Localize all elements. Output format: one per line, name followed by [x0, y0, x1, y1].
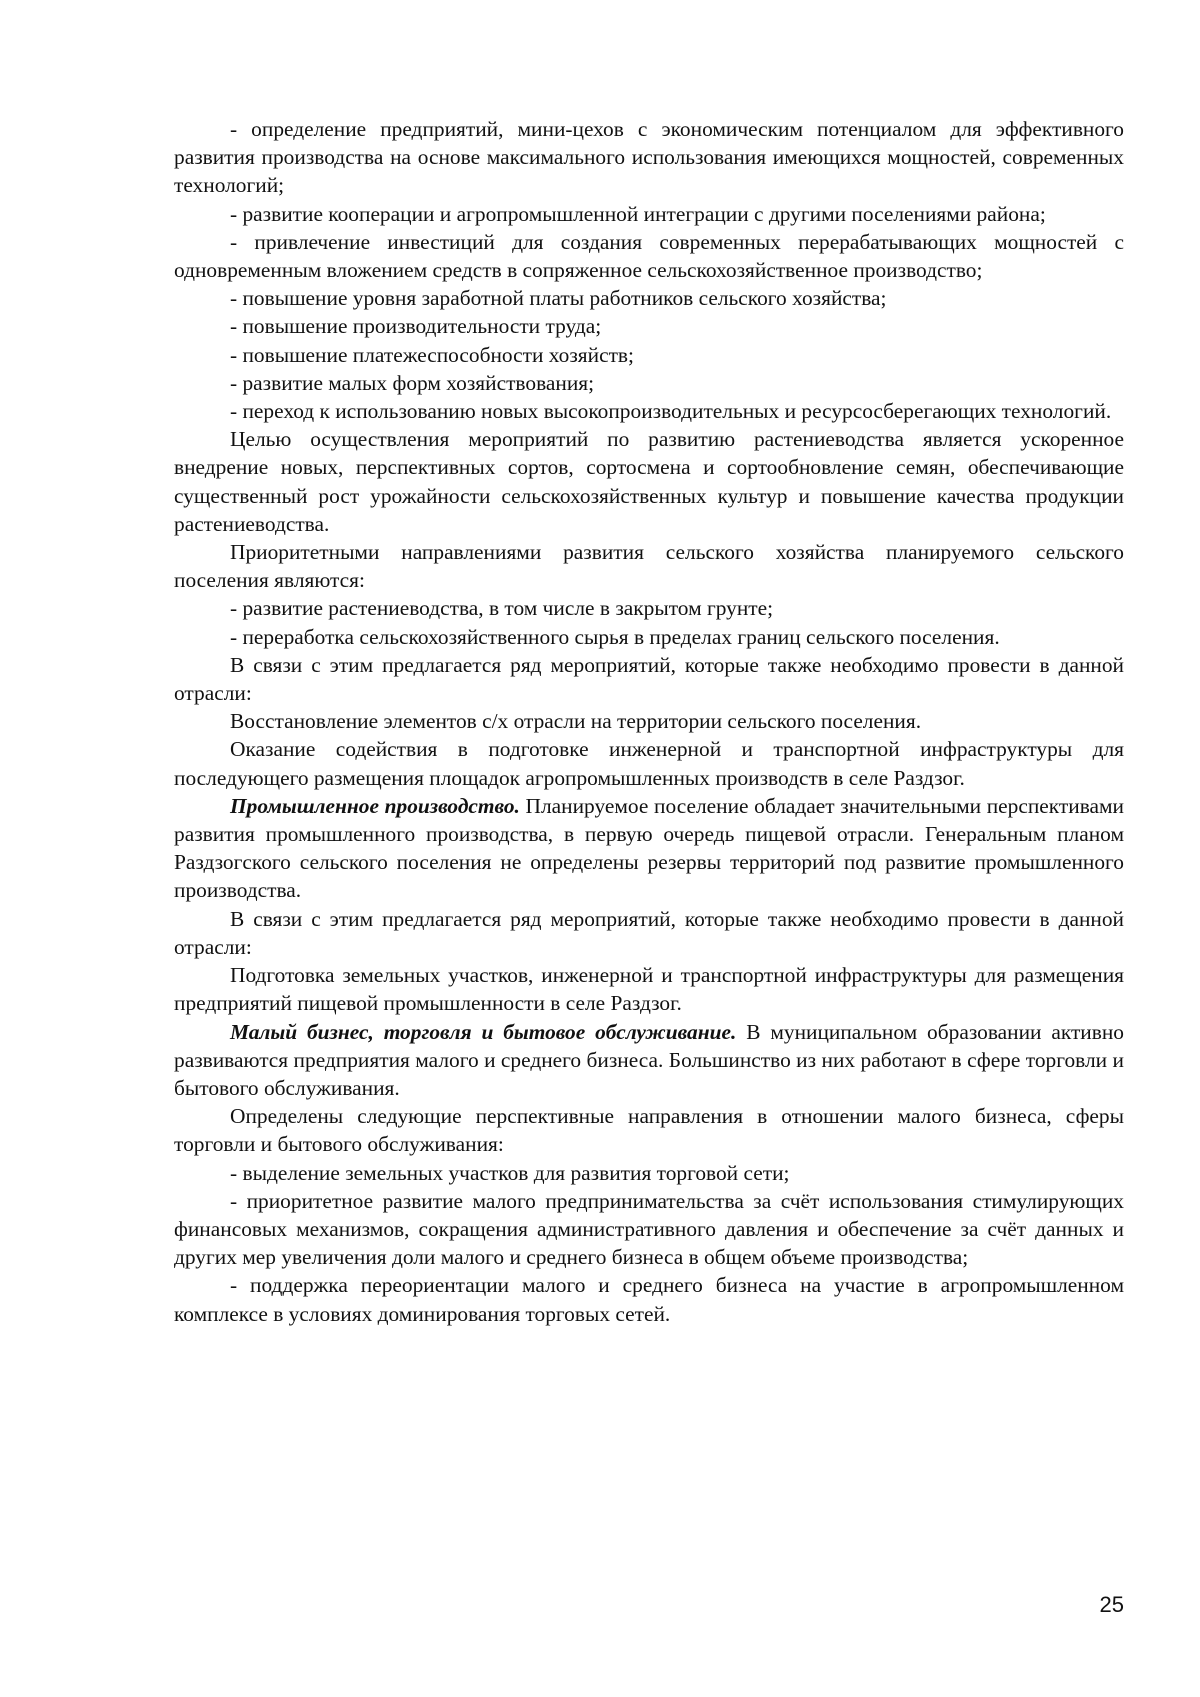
paragraph-17	[174, 905, 1124, 961]
paragraph-text: В муниципальном образовании активно развиваются предприятия малого и среднего бизнеса. Большинство из них работают в сфере торговли и бытового обслуживания.	[174, 1019, 1124, 1100]
paragraph-5	[174, 312, 1124, 340]
paragraph-text: - приоритетное развитие малого предпринимательства за счёт использования стимулирующих финансовых механизмов, сокращения административного давления и обеспечение за счёт данных и других мер увеличения доли малого и среднего бизнеса в общем объеме производства;	[174, 1188, 1124, 1270]
paragraph-text: - выделение земельных участков для развития торговой сети;	[230, 1160, 790, 1185]
page-number: 25	[1099, 1592, 1124, 1617]
paragraph-text: - определение предприятий, мини-цехов с экономическим потенциалом для эффективного развития производства на основе максимального использования имеющихся мощностей, современных технологий;	[174, 117, 1124, 198]
paragraph-21	[174, 1159, 1124, 1187]
paragraph-20	[174, 1102, 1124, 1158]
paragraph-text: Подготовка земельных участков, инженерной и транспортной инфраструктуры для размещения предприятий пищевой промышленности в селе Раздзог.	[174, 963, 1124, 1016]
paragraph-text: Оказание содействия в подготовке инженерной и транспортной инфраструктуры для последующего размещения площадок агропромышленных производств в селе Раздзог.	[174, 737, 1124, 790]
paragraph-text: Определены следующие перспективные направления в отношении малого бизнеса, сферы торговли и бытового обслуживания:	[174, 1104, 1124, 1157]
paragraph-2	[174, 200, 1124, 228]
paragraph-6	[174, 341, 1124, 369]
section-heading-small-business: Малый бизнес, торговля и бытовое обслуживание.	[230, 1019, 737, 1044]
paragraph-text: - повышение уровня заработной платы работников сельского хозяйства;	[230, 286, 887, 311]
paragraph-text: - развитие кооперации и агропромышленной интеграции с другими поселениями района;	[230, 201, 1046, 226]
paragraph-text: Целью осуществления мероприятий по развитию растениеводства является ускоренное внедрение новых, перспективных сортов, сортосмена и сортообновление семян, обеспечивающие существенный рост урожайности сельскохозяйственных культур и повышение качества продукции растениеводства.	[174, 427, 1124, 536]
paragraph-11	[174, 594, 1124, 622]
paragraph-text: - повышение производительности труда;	[230, 314, 602, 339]
paragraph-18	[174, 961, 1124, 1017]
paragraph-14	[174, 707, 1124, 735]
paragraph-text: - переход к использованию новых высокопроизводительных и ресурсосберегающих технологий.	[230, 399, 1112, 424]
paragraph-12	[174, 623, 1124, 651]
paragraph-text: В связи с этим предлагается ряд мероприятий, которые также необходимо провести в данной отрасли:	[174, 652, 1124, 706]
paragraph-7	[174, 369, 1124, 397]
paragraph-8	[174, 397, 1124, 425]
paragraph-text: - привлечение инвестиций для создания современных перерабатывающих мощностей с одновременным вложением средств в сопряженное сельскохозяйственное производство;	[174, 229, 1124, 283]
paragraph-23	[174, 1271, 1124, 1327]
paragraph-text: - поддержка переориентации малого и среднего бизнеса на участие в агропромышленном комплексе в условиях доминирования торговых сетей.	[174, 1273, 1124, 1326]
paragraph-text: Приоритетными направлениями развития сельского хозяйства планируемого сельского поселения являются:	[174, 540, 1124, 593]
paragraph-10	[174, 538, 1124, 594]
paragraph-text: - развитие растениеводства, в том числе в закрытом грунте;	[230, 596, 774, 621]
paragraph-3	[174, 228, 1124, 284]
paragraph-text: - переработка сельскохозяйственного сырья в пределах границ сельского поселения.	[230, 624, 1000, 649]
paragraph-text: Планируемое поселение обладает значительными перспективами развития промышленного производства, в первую очередь пищевой отрасли. Генеральным планом Раздзогского сельского поселения не определены резервы территорий под развитие промышленного производства.	[174, 793, 1125, 903]
paragraph-text: Восстановление элементов с/х отрасли на территории сельского поселения.	[230, 709, 922, 734]
paragraph-19	[174, 1018, 1124, 1103]
body-text	[174, 115, 1124, 1328]
paragraph-4	[174, 284, 1124, 312]
paragraph-text: - повышение платежеспособности хозяйств;	[230, 342, 634, 367]
paragraph-16	[174, 792, 1124, 905]
paragraph-text: В связи с этим предлагается ряд мероприятий, которые также необходимо провести в данной отрасли:	[174, 906, 1124, 959]
paragraph-text: - развитие малых форм хозяйствования;	[230, 370, 595, 395]
paragraph-15	[174, 735, 1124, 791]
section-heading-industry: Промышленное производство.	[230, 793, 520, 818]
paragraph-13	[174, 651, 1124, 707]
paragraph-22	[174, 1187, 1124, 1272]
paragraph-9	[174, 425, 1124, 538]
paragraph-1	[174, 115, 1124, 200]
